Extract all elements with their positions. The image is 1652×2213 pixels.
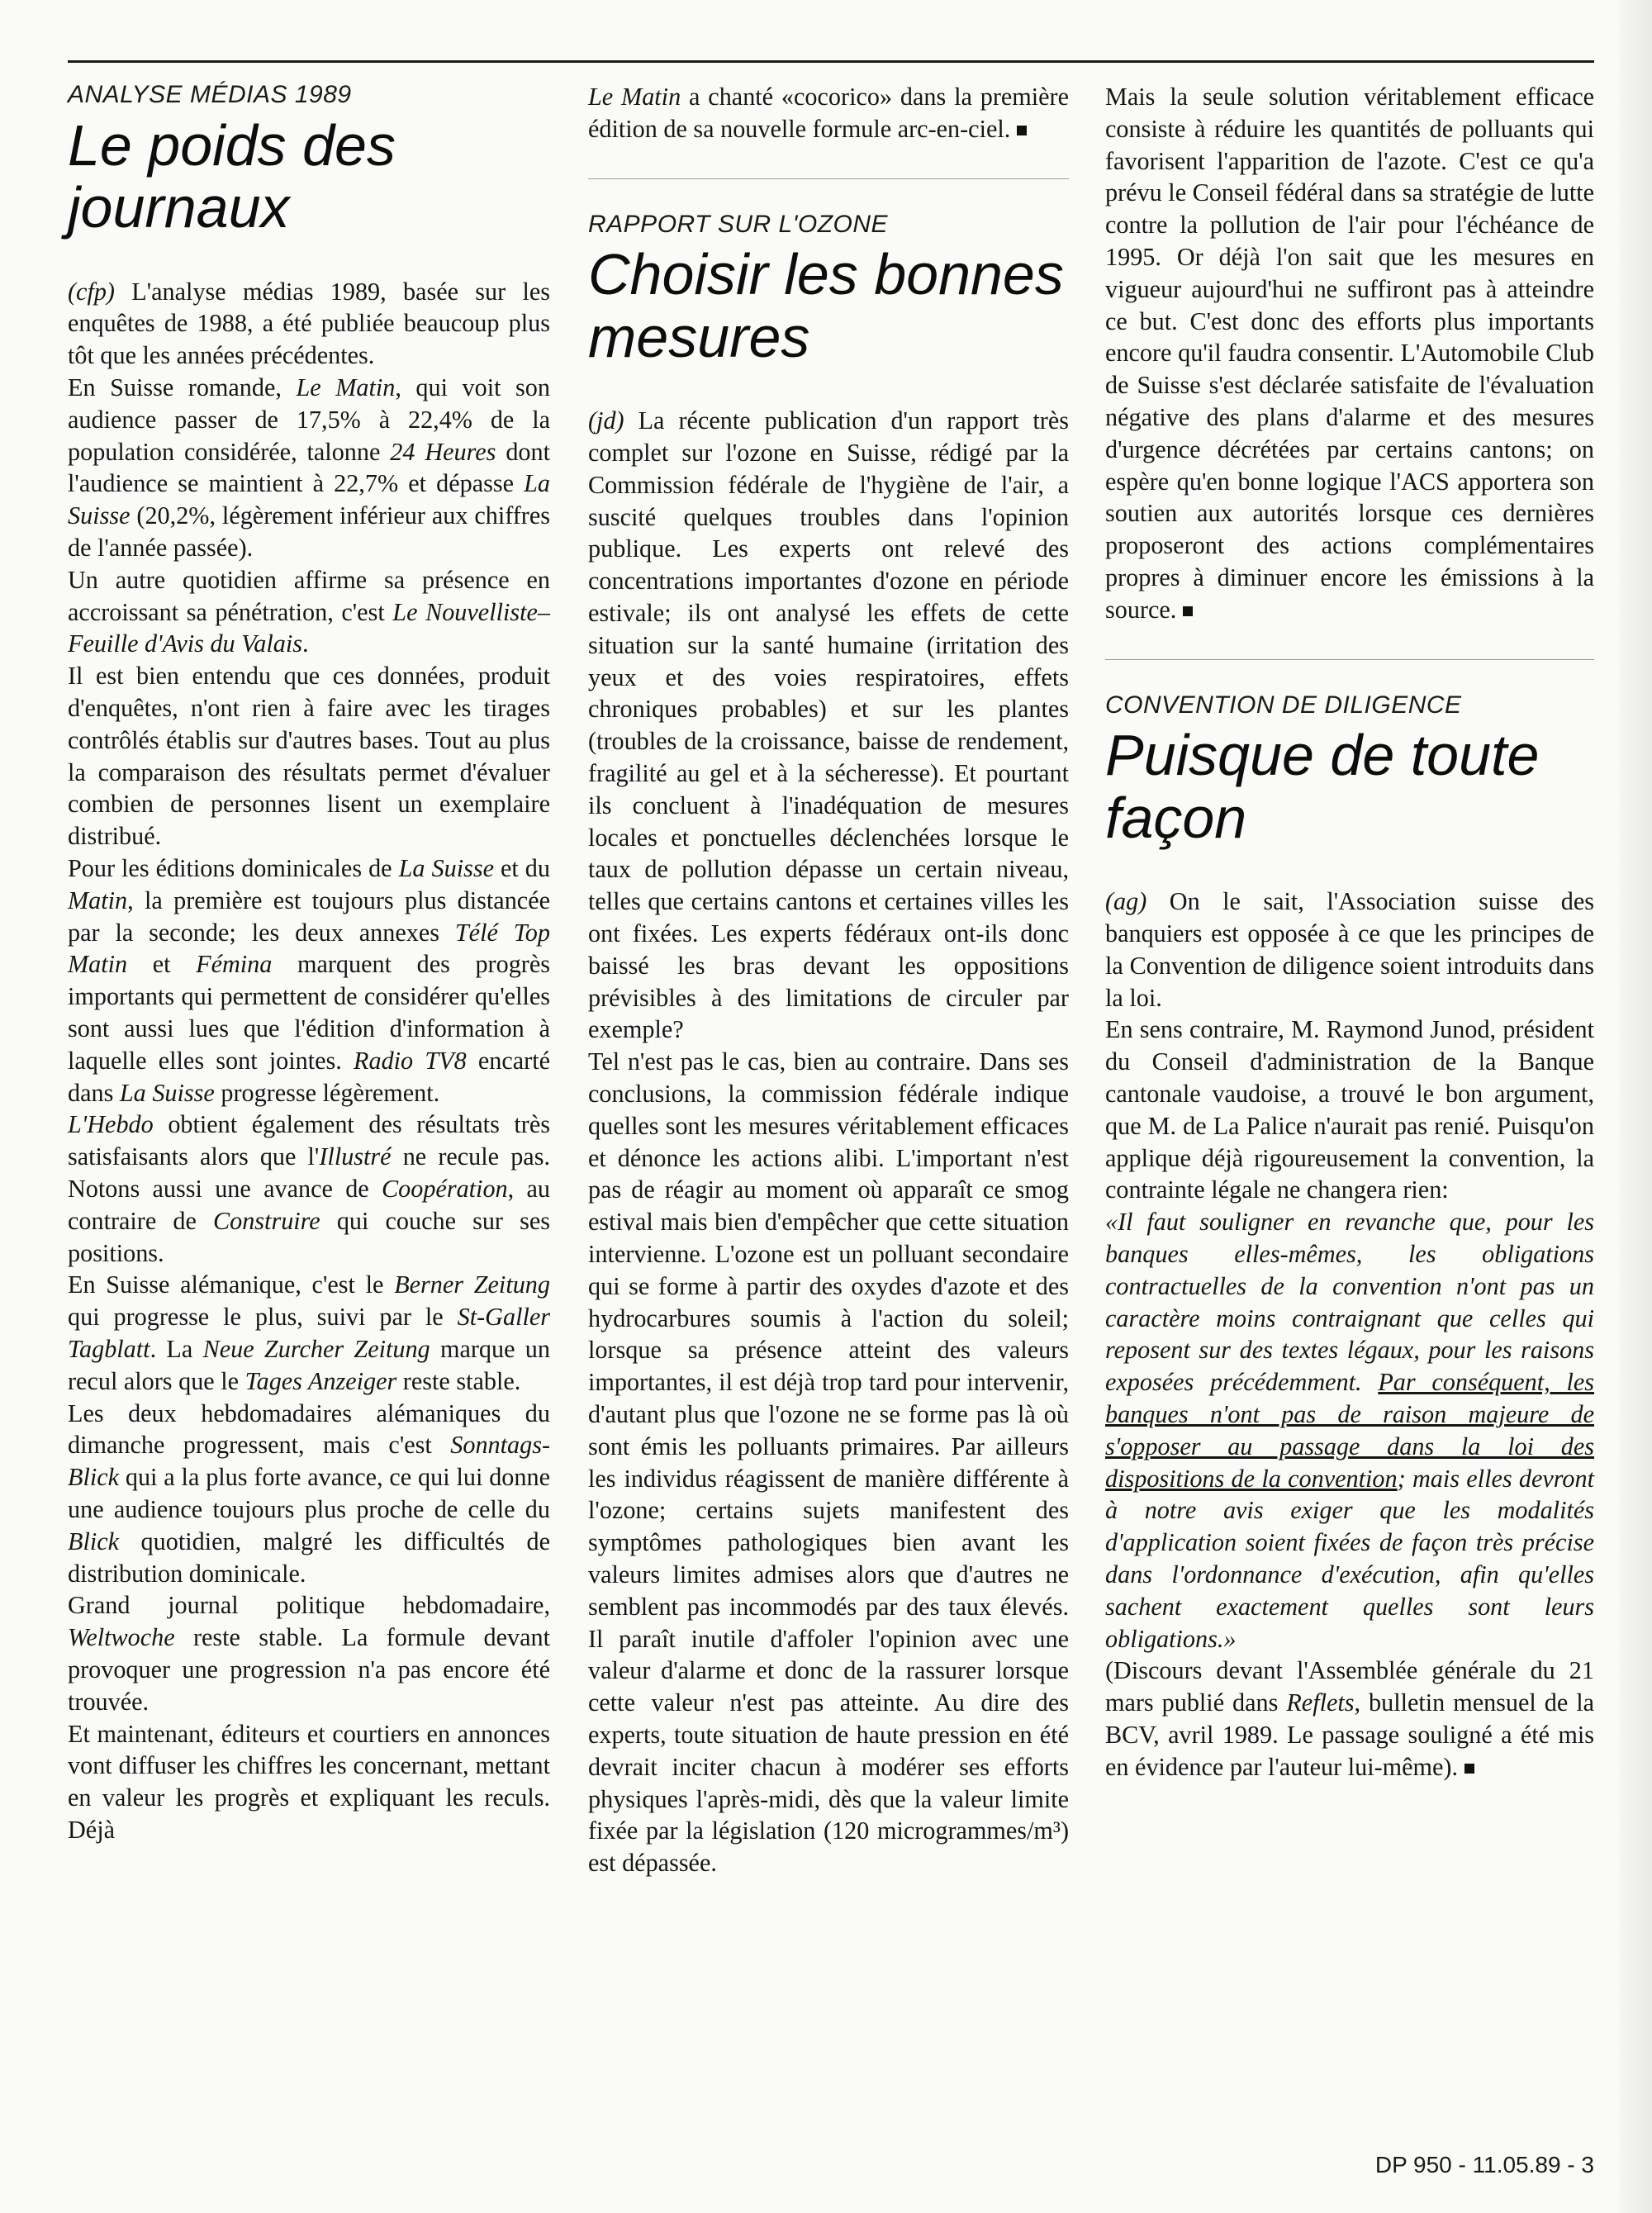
article-separator	[1105, 659, 1594, 660]
column-3	[1105, 81, 1594, 1783]
quote-paragraph: «Il faut souligner en revanche que, pour les banques elles-mêmes, les obligations contractuelles de la convention n'ont pas un caractère moins contraignant que celles qui reposent sur des textes légaux, pour les raisons exposées précédemment. Par conséquent, les banques n'ont pas de raison majeure de s'opposer au passage dans la loi des dispositions de la convention; mais elles devront à notre avis exiger que les modalités d'application soient fixées de façon très précise dans l'ordonnance d'exécution, afin qu'elles sachent exactement quelles sont leurs obligations.»	[1105, 1208, 1594, 1653]
paragraph: (jd) La récente publication d'un rapport très complet sur l'ozone en Suisse, rédigé par la Commission fédérale de l'hygiène de l'air, a suscité quelques troubles dans l'opinion publique. Les experts ont relevé des concentrations importantes d'ozone en période estivale; ils ont analysé les effets de cette situation sur la santé humaine (irritation des yeux et des voies respiratoires, effets chroniques probables) et sur les plantes (troubles de la croissance, baisse de rendement, fragilité au gel et à la sécheresse). Et pourtant ils concluent à l'inadéquation de mesures locales et ponctuelles déclenchées lorsque le taux de pollution dépasse un certain niveau, telles que certains cantons et certaines villes les ont fixées. Les experts fédéraux ont-ils donc baissé les bras devant les oppositions prévisibles à des limitations de circuler par exemple?	[588, 406, 1069, 1044]
column-2	[588, 81, 1069, 1879]
article-separator	[588, 178, 1069, 179]
kicker-rapport-ozone: RAPPORT SUR L'OZONE	[588, 210, 889, 238]
headline-choisir-les-bonnes-mesures: Choisir les bonnes mesures	[588, 242, 1064, 369]
paragraph: Il est bien entendu que ces données, produit d'enquêtes, n'ont rien à faire avec les tirages contrôlés établis sur d'autres bases. Tout au plus la comparaison des résultats permet d'évaluer combien de personnes lisent un exemplaire distribué.	[68, 662, 550, 851]
paragraph: Tel n'est pas le cas, bien au contraire. Dans ses conclusions, la commission fédérale indique quelles sont les mesures véritablement efficaces et dénonce les actions alibi. L'important n'est pas de réagir au moment où apparaît ce smog estival mais bien d'empêcher que cette situation intervienne. L'ozone est un polluant secondaire qui se forme à partir des oxydes d'azote et des hydrocarbures soumis à l'action du soleil; lorsque sa présence atteint des valeurs importantes, il est déjà trop tard pour intervenir, d'autant plus que l'ozone ne se forme pas là où sont émis les polluants primaires. Par ailleurs les individus réagissent de manière différente à l'ozone; certains sujets manifestent des symptômes pathologiques bien avant les valeurs limites admises alors que d'autres ne semblent pas incommodés par des taux élevés. Il paraît inutile d'affoler l'opinion avec une valeur d'alarme et donc de la rassurer lorsque cette valeur n'est pas atteinte. Au dire des experts, toute situation de haute pression en été devrait inciter chacun à modérer ses efforts physiques l'après-midi, dès que la valeur limite fixée par la législation (120 microgrammes/m³) est dépassée.	[588, 1047, 1069, 1878]
page-edge	[1619, 0, 1652, 2213]
kicker-analyse-medias: ANALYSE MÉDIAS 1989	[68, 81, 352, 108]
paragraph: Grand journal politique hebdomadaire, Weltwoche reste stable. La formule devant provoquer une progression n'a pas encore été trouvée.	[68, 1591, 550, 1716]
paragraph: En Suisse romande, Le Matin, qui voit son audience passer de 17,5% à 22,4% de la population considérée, talonne 24 Heures dont l'audience se maintient à 22,7% et dépasse La Suisse (20,2%, légèrement inférieur aux chiffres de l'année passée).	[68, 373, 550, 563]
end-of-article-square-icon	[1464, 1764, 1474, 1774]
paragraph: (ag) On le sait, l'Association suisse des banquiers est opposée à ce que les principes de la Convention de diligence soient introduits dans la loi.	[1105, 887, 1594, 1012]
paragraph: (cfp) L'analyse médias 1989, basée sur les enquêtes de 1988, a été publiée beaucoup plus tôt que les années précédentes.	[68, 277, 550, 370]
top-rule	[68, 60, 1594, 63]
paragraph: Mais la seule solution véritablement efficace consiste à réduire les quantités de polluants qui favorisent l'apparition de l'azote. C'est ce qu'a prévu le Conseil fédéral dans sa stratégie de lutte contre la pollution de l'air pour l'échéance de 1995. Or déjà l'on sait que les mesures en vigueur aujourd'hui ne suffiront pas à atteindre ce but. C'est donc des efforts plus importants encore qu'il faudra consentir. L'Automobile Club de Suisse s'est déclarée satisfaite de l'évaluation négative des plans d'alarme et des mesures d'urgence décrétées par certains cantons; on espère qu'en bonne logique l'ACS apportera son soutien aux autorités lorsque ces dernières proposeront des actions complémentaires propres à diminuer encore les émissions à la source.	[1105, 83, 1594, 624]
article-body	[588, 405, 1069, 1879]
end-of-article-square-icon	[1183, 606, 1193, 616]
headline-puisque-de-toute-facon: Puisque de toute façon	[1105, 723, 1540, 850]
article-body	[1105, 886, 1594, 1783]
underlined-passage: Par conséquent, les banques n'ont pas de raison majeure de s'opposer au passage dans la loi des dispositions de la convention	[1105, 1368, 1594, 1493]
paragraph: Un autre quotidien affirme sa présence en accroissant sa pénétration, c'est Le Nouvelliste–Feuille d'Avis du Valais.	[68, 565, 550, 658]
page-footer: DP 950 - 11.05.89 - 3	[1374, 2152, 1594, 2177]
end-of-article-square-icon	[1017, 126, 1027, 135]
paragraph: (Discours devant l'Assemblée générale du 21 mars publié dans Reflets, bulletin mensuel de la BCV, avril 1989. Le passage souligné a été mis en évidence par l'auteur lui-même).	[1105, 1656, 1595, 1781]
kicker-convention-diligence: CONVENTION DE DILIGENCE	[1105, 691, 1462, 719]
paragraph: Et maintenant, éditeurs et courtiers en annonces vont diffuser les chiffres les concernant, mettant en valeur les progrès et expliquant les reculs. Déjà	[68, 1719, 550, 1844]
paragraph: Le Matin a chanté «cocorico» dans la première édition de sa nouvelle formule arc-en-ciel.	[588, 83, 1070, 143]
paragraph: Pour les éditions dominicales de La Suisse et du Matin, la première est toujours plus distancée par la seconde; les deux annexes Télé Top Matin et Fémina marquent des progrès importants qui permettent de considérer qu'elles sont aussi lues que l'édition d'information à laquelle elles sont jointes. Radio TV8 encarté dans La Suisse progresse légèrement.	[68, 854, 550, 1107]
article-body-continued	[588, 81, 1069, 145]
paragraph: Les deux hebdomadaires alémaniques du dimanche progressent, mais c'est Sonntags-Blick qui a la plus forte avance, ce qui lui donne une audience toujours plus proche de celle du Blick quotidien, malgré les difficultés de distribution dominicale.	[68, 1399, 550, 1588]
article-body-continued	[1105, 81, 1594, 626]
paragraph: L'Hebdo obtient également des résultats très satisfaisants alors que l'Illustré ne recule pas. Notons aussi une avance de Coopération, au contraire de Construire qui couche sur ses positions.	[68, 1110, 550, 1267]
article-body	[68, 276, 550, 1846]
headline-le-poids-des-journaux: Le poids des journaux	[68, 112, 396, 240]
column-1	[68, 81, 550, 1846]
paragraph: En sens contraire, M. Raymond Junod, président du Conseil d'administration de la Banque cantonale vaudoise, a trouvé le bon argument, que M. de La Palice n'aurait pas renié. Puisqu'on applique déjà rigoureusement la convention, la contrainte légale ne changera rien:	[1105, 1015, 1594, 1204]
paragraph: En Suisse alémanique, c'est le Berner Zeitung qui progresse le plus, suivi par le St-Galler Tagblatt. La Neue Zurcher Zeitung marque un recul alors que le Tages Anzeiger reste stable.	[68, 1270, 550, 1395]
